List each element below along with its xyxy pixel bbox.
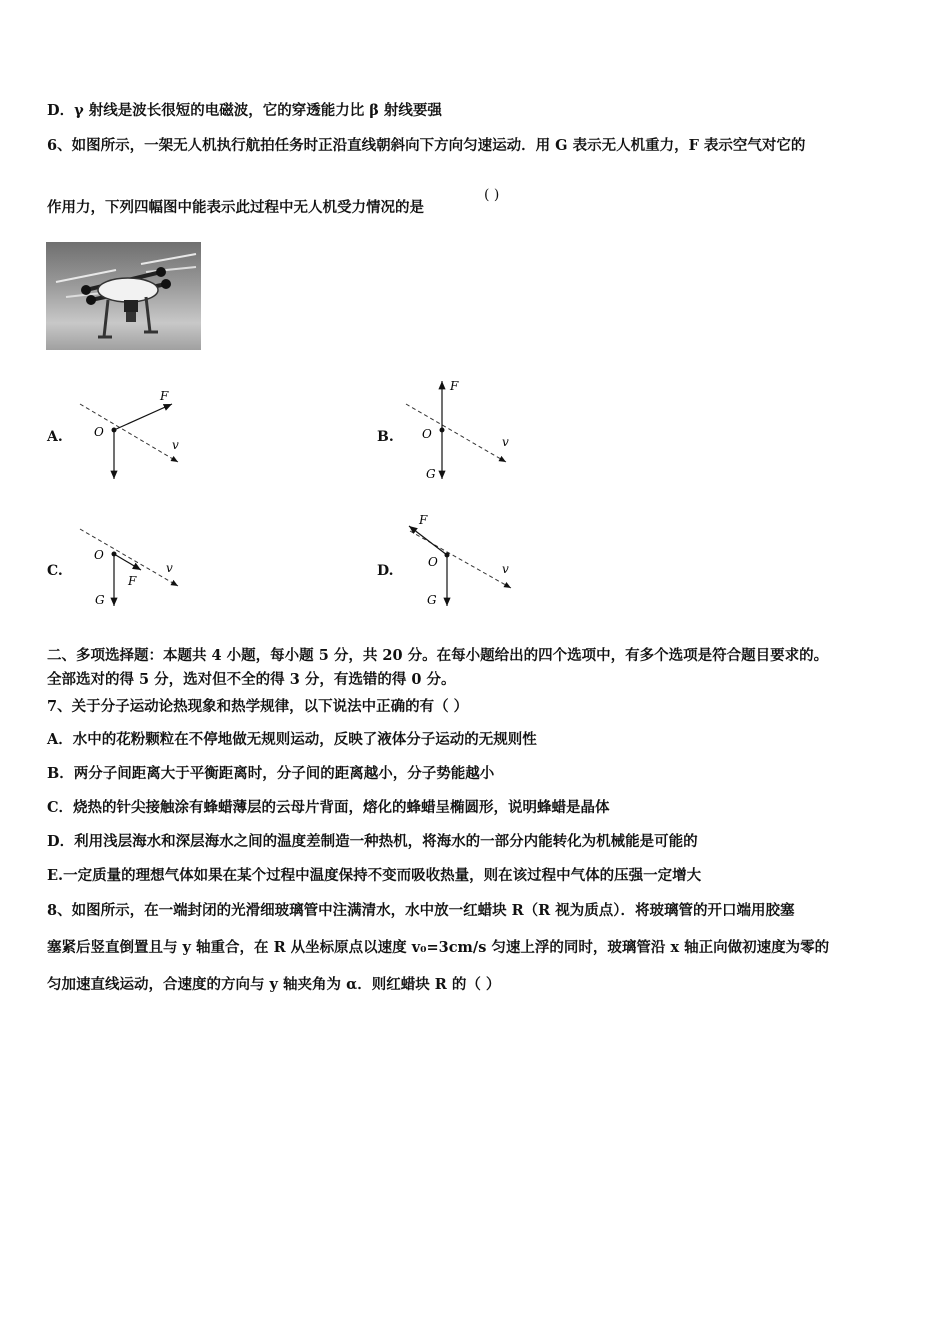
question-7-text: 7、关于分子运动论热现象和热学规律，以下说法中正确的有（ ）	[47, 698, 469, 715]
diagram-a-o-label: O	[94, 425, 104, 439]
option-b-label: B.	[377, 429, 394, 445]
diagram-c-o-label: O	[94, 548, 104, 562]
q7-option-a: A．水中的花粉颗粒在不停地做无规则运动，反映了液体分子运动的无规则性	[47, 731, 537, 748]
question-6-text-2: 作用力，下列四幅图中能表示此过程中无人机受力情况的是	[47, 199, 424, 216]
section-heading: 二、多项选择题：本题共 4 小题，每小题 5 分，共 20 分。在每小题给出的四个选项中，有多个选项是符合题目要求的。	[47, 647, 829, 664]
diagram-b-f-label: F	[450, 379, 459, 393]
diagram-a	[80, 389, 179, 479]
diagram-a-v-label: v	[172, 438, 179, 452]
diagram-c-g-label: G	[95, 593, 105, 607]
diagram-c-f-label: F	[128, 574, 137, 588]
diagram-b-g-label: G	[426, 467, 436, 481]
question-8-text-3: 匀加速直线运动，合速度的方向与 y 轴夹角为 α．则红蜡块 R 的（ ）	[47, 976, 501, 993]
diagram-b-o-label: O	[422, 427, 432, 441]
q7-option-e: E.一定质量的理想气体如果在某个过程中温度保持不变而吸收热量，则在该过程中气体的压强一定增大	[47, 867, 702, 884]
diagram-c	[80, 529, 178, 607]
q7-option-b: B．两分子间距离大于平衡距离时，分子间的距离越小，分子势能越小	[47, 765, 495, 782]
diagram-c-v-label: v	[166, 561, 173, 575]
question-8-text-2: 塞紧后竖直倒置且与 y 轴重合，在 R 从坐标原点以速度 v₀=3cm/s 匀速上浮的同时，玻璃管沿 x 轴正向做初速度为零的	[47, 939, 830, 956]
option-d-q5: D．γ 射线是波长很短的电磁波，它的穿透能力比 β 射线要强	[47, 102, 442, 119]
option-d-label: D.	[377, 563, 394, 579]
question-6-text-1: 6、如图所示，一架无人机执行航拍任务时正沿直线朝斜向下方向匀速运动．用 G 表示无人机重力，F 表示空气对它的	[47, 137, 806, 154]
q7-option-d: D．利用浅层海水和深层海水之间的温度差制造一种热机，将海水的一部分内能转化为机械能是可能的	[47, 833, 698, 850]
diagram-a-f-label: F	[160, 389, 169, 403]
section-scoring: 全部选对的得 5 分，选对但不全的得 3 分，有选错的得 0 分。	[47, 671, 456, 688]
diagram-b	[406, 379, 509, 481]
diagram-b-v-label: v	[502, 435, 509, 449]
diagram-d	[409, 513, 511, 607]
diagram-d-f-label: F	[419, 513, 428, 527]
diagram-d-g-label: G	[427, 593, 437, 607]
option-a-label: A.	[47, 429, 63, 445]
q7-option-c: C．烧热的针尖接触涂有蜂蜡薄层的云母片背面，熔化的蜂蜡呈椭圆形，说明蜂蜡是晶体	[47, 799, 610, 816]
diagram-d-v-label: v	[502, 562, 509, 576]
question-8-text-1: 8、如图所示，在一端封闭的光滑细玻璃管中注满清水，水中放一红蜡块 R（R 视为质点）．将玻璃管的开口端用胶塞	[47, 902, 795, 919]
answer-paren: ( )	[484, 187, 500, 203]
diagram-d-o-label: O	[428, 555, 438, 569]
option-c-label: C.	[47, 563, 63, 579]
